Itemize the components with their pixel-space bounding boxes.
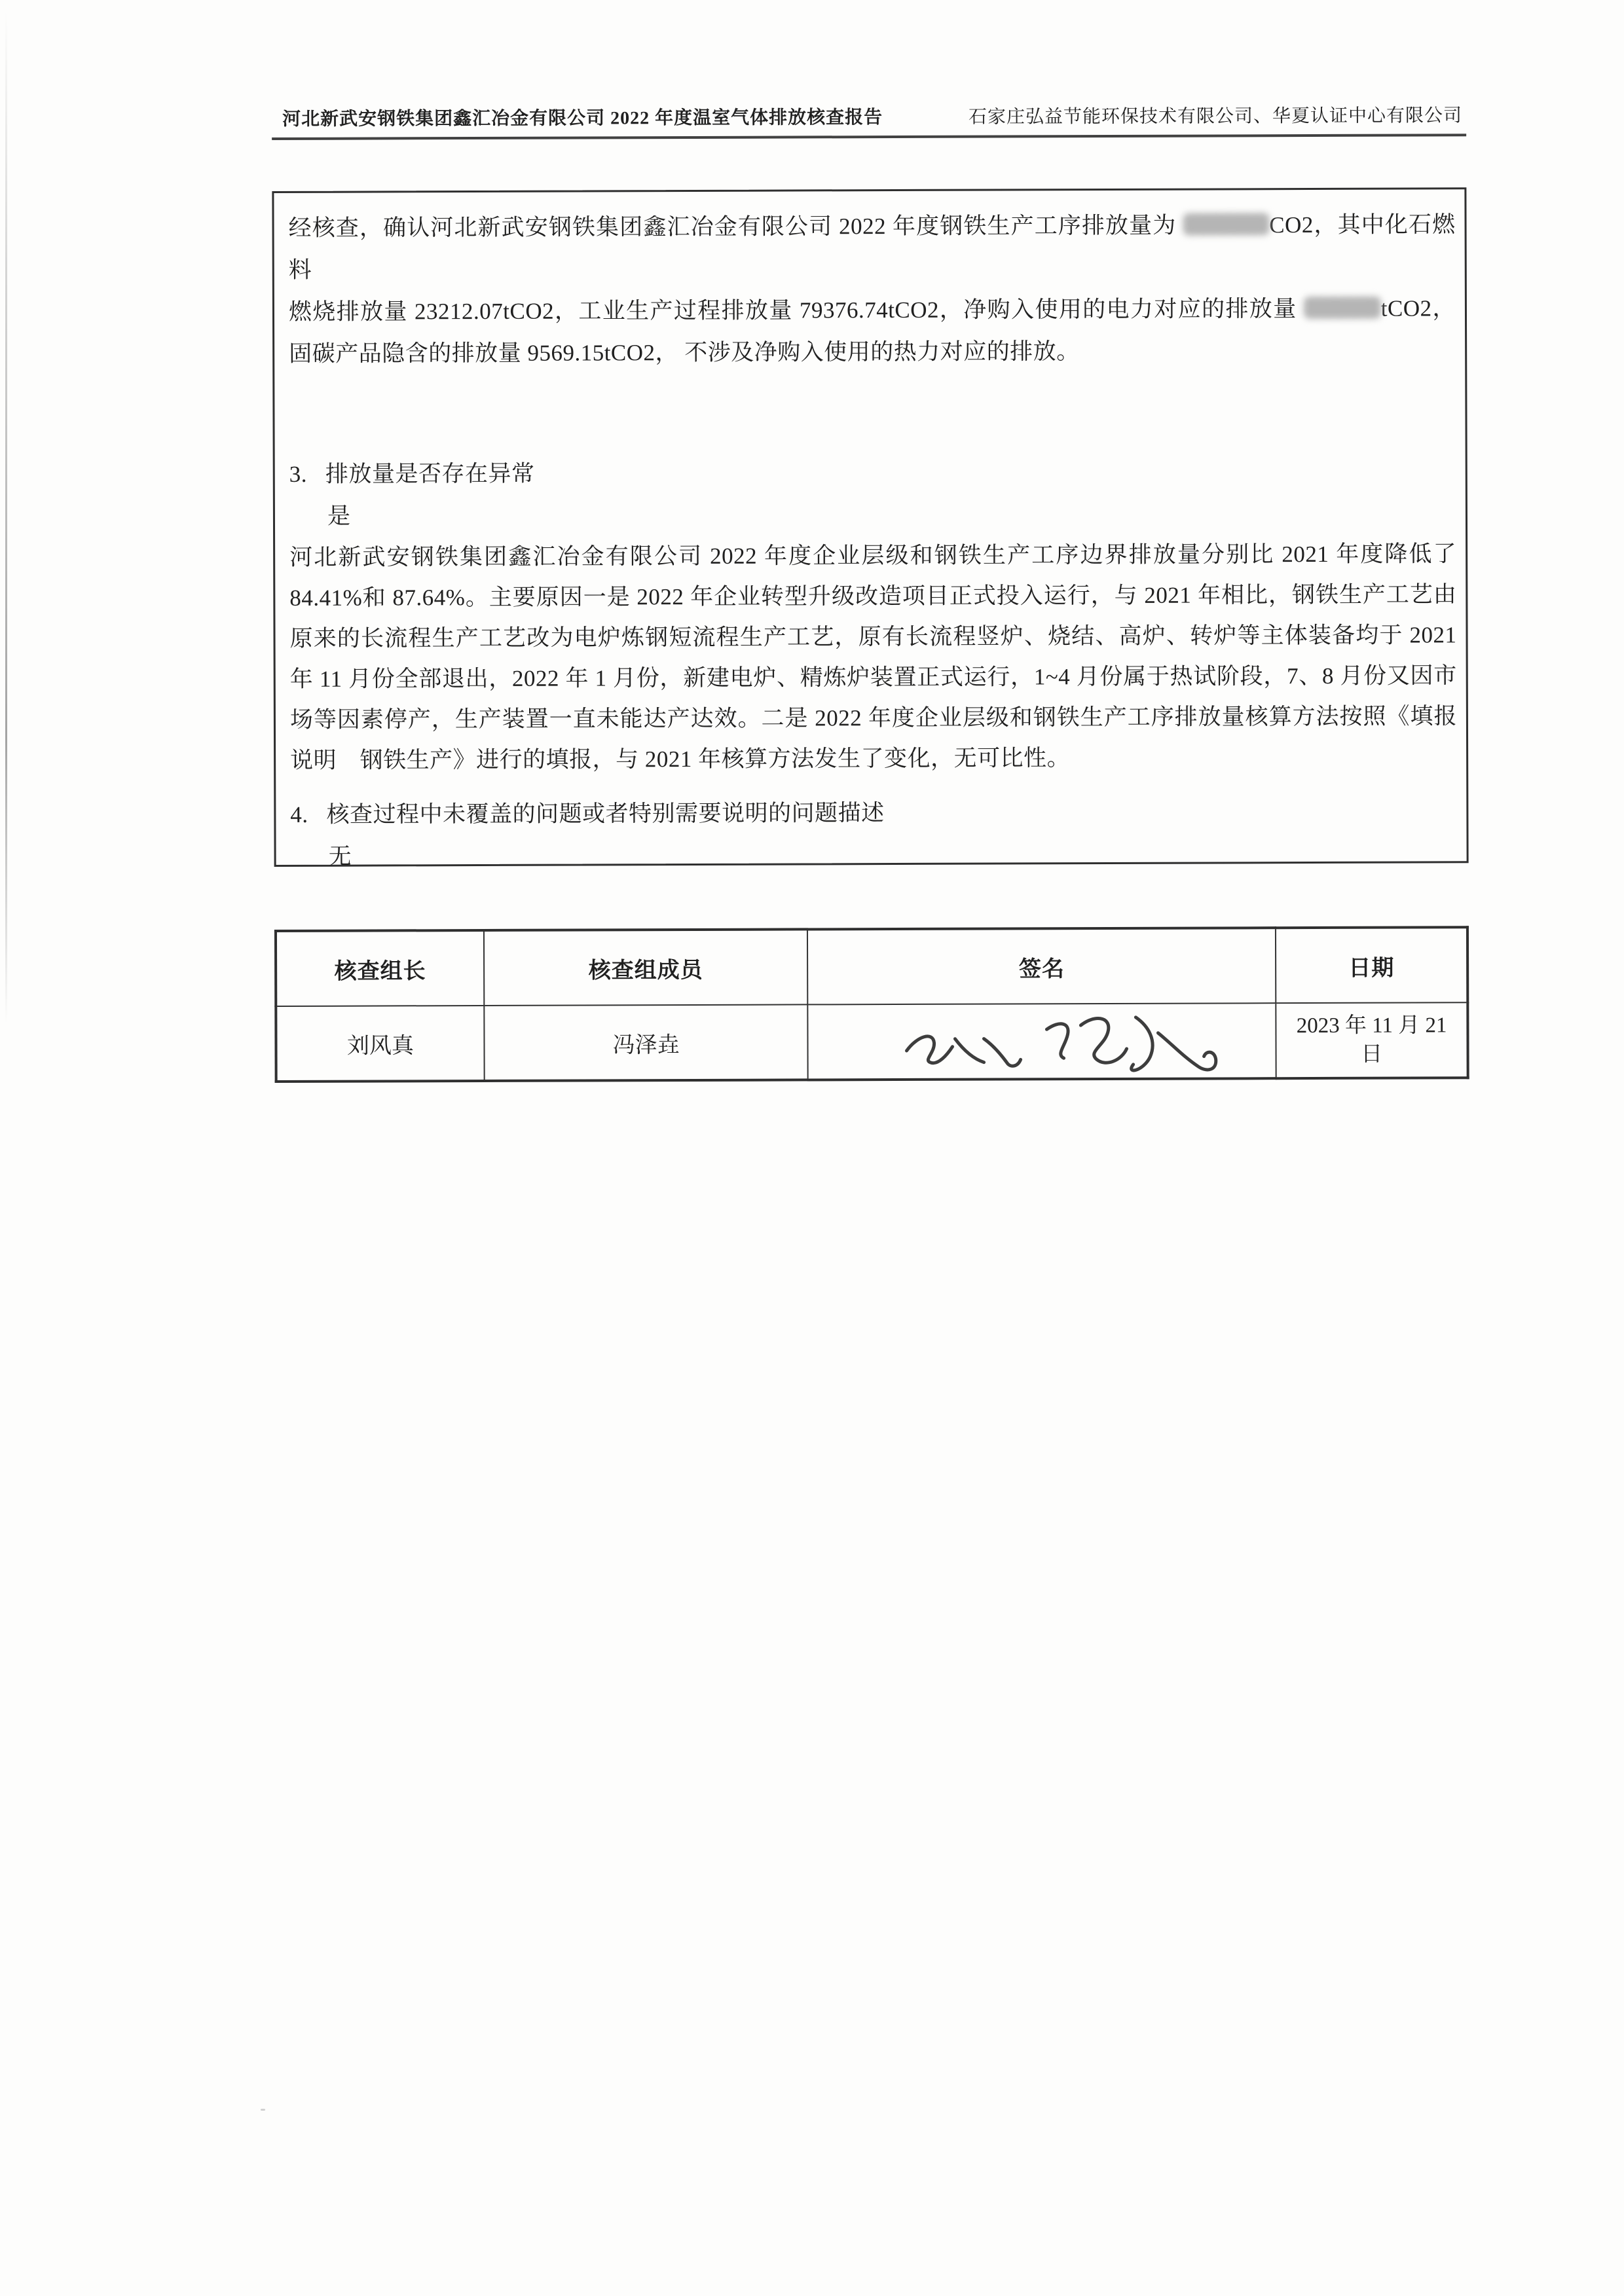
running-header xyxy=(272,105,1466,140)
paragraph-line: 84.41%和 87.64%。主要原因一是 2022 年企业转型升级改造项目正式投入运行，与 2021 年相比，钢铁生产工艺由 xyxy=(289,581,1457,611)
handwritten-signature-2-icon xyxy=(1039,1006,1236,1078)
text-segment: tCO2， xyxy=(1380,295,1456,321)
paragraph-line: 年 11 月份全部退出，2022 年 1 月份，新建电炉、精炼炉装置正式运行，1~4 月份属于热试阶段，7、8 月份又因市 xyxy=(289,663,1457,692)
paragraph-line: 场等因素停产，生产装置一直未能达产达效。二是 2022 年度企业层级和钢铁生产工序排放量核算方法按照《填报 xyxy=(289,703,1457,733)
signoff-table-data-row xyxy=(276,1002,1467,1082)
signoff-table-header-row xyxy=(276,927,1467,1006)
paragraph-line: 固碳产品隐含的排放量 9569.15tCO2， 不涉及净购入使用的热力对应的排放。 xyxy=(289,338,1080,367)
item-4-title: 核查过程中未覆盖的问题或者特别需要说明的问题描述 xyxy=(326,800,885,828)
cell-date: 2023 年 11 月 21 日 xyxy=(1276,1002,1468,1078)
scan-edge-artifact xyxy=(5,12,7,1023)
item-4-number: 4. xyxy=(290,801,308,828)
item-3-heading xyxy=(289,450,1456,496)
paragraph-line: 说明 钢铁生产》进行的填报，与 2021 年核算方法发生了变化，无可比性。 xyxy=(290,745,1071,773)
handwritten-signature-1-icon xyxy=(900,1016,1025,1076)
header-left-title: 河北新武安钢铁集团鑫汇冶金有限公司 2022 年度温室气体排放核查报告 xyxy=(282,107,883,130)
redacted-value-box xyxy=(1304,297,1381,319)
cell-signatures xyxy=(808,1003,1277,1080)
page-content xyxy=(272,105,1469,1083)
header-right-title: 石家庄弘益节能环保技术有限公司、华夏认证中心有限公司 xyxy=(968,105,1463,128)
redacted-value-box xyxy=(1183,213,1269,235)
text-segment: 经核查，确认河北新武安钢铁集团鑫汇冶金有限公司 2022 年度钢铁生产工序排放量为 xyxy=(288,212,1183,241)
section-item-3 xyxy=(289,450,1458,781)
verification-conclusion-box xyxy=(272,187,1468,867)
text-segment: 燃烧排放量 23212.07tCO2，工业生产过程排放量 79376.74tCO2，净购入使用的电力对应的排放量 xyxy=(288,296,1304,325)
scan-speck-artifact xyxy=(261,2109,265,2111)
header-team-members: 核查组成员 xyxy=(484,929,808,1006)
item-3-title: 排放量是否存在异常 xyxy=(325,460,535,487)
confirmation-paragraph xyxy=(288,204,1456,375)
signoff-table xyxy=(274,926,1469,1083)
item-4-answer: 无 xyxy=(328,843,352,869)
header-signature: 签名 xyxy=(807,928,1276,1004)
cell-team-leader: 刘风真 xyxy=(276,1006,484,1082)
item-3-number: 3. xyxy=(289,461,308,487)
item-3-explanation xyxy=(289,534,1457,781)
paragraph-line: 原来的长流程生产工艺改为电炉炼钢短流程生产工艺，原有长流程竖炉、烧结、高炉、转炉等主体装备均于 2021 xyxy=(289,622,1457,651)
paragraph-line xyxy=(289,287,1456,333)
item-3-answer: 是 xyxy=(327,503,351,529)
header-date: 日期 xyxy=(1276,927,1467,1003)
paragraph-line xyxy=(288,204,1455,291)
text-segment: CO2，其中化石燃料 xyxy=(288,211,1456,283)
section-item-4 xyxy=(290,790,1457,878)
header-team-leader: 核查组长 xyxy=(276,930,484,1006)
item-4-heading xyxy=(290,790,1457,836)
cell-team-member: 冯泽垚 xyxy=(484,1004,808,1081)
paragraph-line: 河北新武安钢铁集团鑫汇冶金有限公司 2022 年度企业层级和钢铁生产工序边界排放量分别比 2021 年度降低了 xyxy=(289,541,1457,570)
